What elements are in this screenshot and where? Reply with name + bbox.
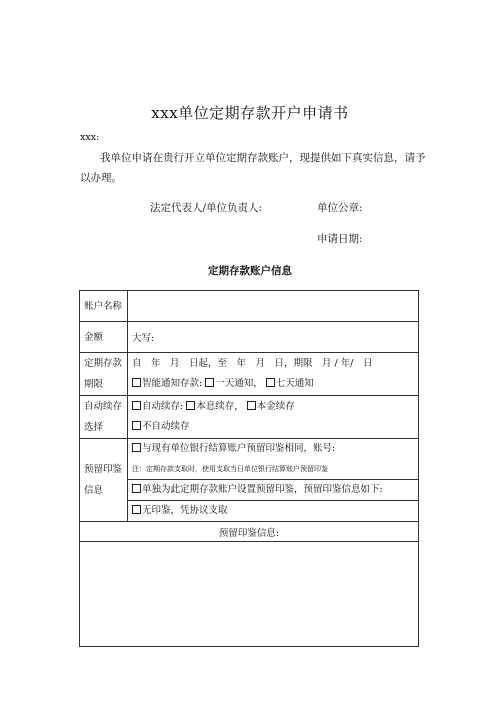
checkbox-icon[interactable] bbox=[132, 378, 141, 387]
row-account-name bbox=[80, 291, 419, 322]
body-text-line-2: 以办理。 bbox=[80, 172, 122, 184]
deposit-term-label-line1: 定期存款 bbox=[84, 358, 123, 369]
deposit-term-field bbox=[128, 353, 419, 396]
amount-label: 金额 bbox=[80, 322, 128, 353]
checkbox-icon[interactable] bbox=[132, 401, 141, 410]
row-reserved-seal bbox=[80, 439, 419, 522]
seal-option-separate bbox=[132, 480, 414, 500]
checkbox-icon[interactable] bbox=[266, 378, 275, 387]
legal-representative-label: 法定代表人/单位负责人: bbox=[150, 202, 263, 214]
deposit-term-label bbox=[80, 353, 128, 396]
auto-renew-label-line1: 自动续存 bbox=[84, 401, 123, 412]
account-name-label: 账户名称 bbox=[80, 291, 128, 322]
amount-field[interactable] bbox=[128, 322, 419, 353]
auto-renew-field bbox=[128, 396, 419, 439]
no-auto-renew-label: 不自动续存 bbox=[142, 421, 190, 432]
seal-same-label: 与现有单位银行结算账户预留印鉴相同，账号: bbox=[142, 443, 336, 454]
reserved-seal-label-line2: 信息 bbox=[84, 485, 104, 496]
checkbox-icon[interactable] bbox=[186, 401, 195, 410]
checkbox-icon[interactable] bbox=[205, 378, 214, 387]
unit-seal-label: 单位公章: bbox=[317, 202, 363, 214]
checkbox-icon[interactable] bbox=[132, 443, 141, 452]
term-smart-notice-label: 智能通知存款: bbox=[142, 378, 203, 389]
auto-renew-option-label: 自动续存: bbox=[142, 401, 184, 412]
term-dates[interactable]: 自 年 月 日起，至 年 月 日，期限 月 / 年/ 日 bbox=[132, 358, 373, 369]
checkbox-icon[interactable] bbox=[247, 401, 256, 410]
auto-renew-options bbox=[132, 397, 414, 417]
term-one-day-label: 一天通知， bbox=[215, 378, 263, 389]
auto-renew-label-line2: 选择 bbox=[84, 422, 104, 433]
seal-separate-label: 单独为此定期存款账户设置预留印鉴，预留印鉴信息如下: bbox=[142, 484, 383, 495]
amount-value: 大写: bbox=[132, 333, 155, 344]
auto-renew-label bbox=[80, 396, 128, 439]
seal-none-label: 无印鉴，凭协议支取 bbox=[142, 505, 228, 516]
row-seal-info-header bbox=[80, 522, 419, 542]
seal-info-area[interactable] bbox=[80, 542, 419, 647]
account-name-field[interactable] bbox=[128, 291, 419, 322]
addressee: xxx: bbox=[80, 132, 100, 143]
term-options bbox=[132, 374, 414, 394]
seal-note: 注：定期存款支取时，使用支取当日单位银行结算账户预留印鉴 bbox=[132, 465, 328, 473]
row-auto-renew bbox=[80, 396, 419, 439]
checkbox-icon[interactable] bbox=[132, 505, 141, 514]
row-seal-info-area bbox=[80, 542, 419, 647]
reserved-seal-label bbox=[80, 439, 128, 522]
page-title: xxx单位定期存款开户申请书 bbox=[151, 104, 349, 122]
row-deposit-term bbox=[80, 353, 419, 396]
reserved-seal-label-line1: 预留印鉴 bbox=[84, 464, 123, 475]
row-amount bbox=[80, 322, 419, 353]
deposit-term-label-line2: 期限 bbox=[84, 379, 104, 390]
seal-info-header: 预留印鉴信息: bbox=[80, 522, 419, 542]
account-info-table bbox=[79, 290, 419, 647]
reserved-seal-field bbox=[128, 439, 419, 522]
table-title: 定期存款账户信息 bbox=[208, 265, 292, 277]
principal-interest-renew-label: 本息续存， bbox=[196, 401, 244, 412]
checkbox-icon[interactable] bbox=[132, 421, 141, 430]
seal-option-none bbox=[132, 501, 414, 521]
no-auto-renew-option bbox=[132, 417, 414, 437]
checkbox-icon[interactable] bbox=[132, 484, 141, 493]
principal-renew-label: 本金续存 bbox=[256, 401, 295, 412]
application-date-label: 申请日期: bbox=[317, 233, 363, 245]
term-seven-day-label: 七天通知 bbox=[275, 378, 314, 389]
body-text-line-1: 我单位申请在贵行开立单位定期存款账户，现提供如下真实信息，请予 bbox=[100, 152, 426, 164]
seal-option-same bbox=[132, 439, 414, 459]
